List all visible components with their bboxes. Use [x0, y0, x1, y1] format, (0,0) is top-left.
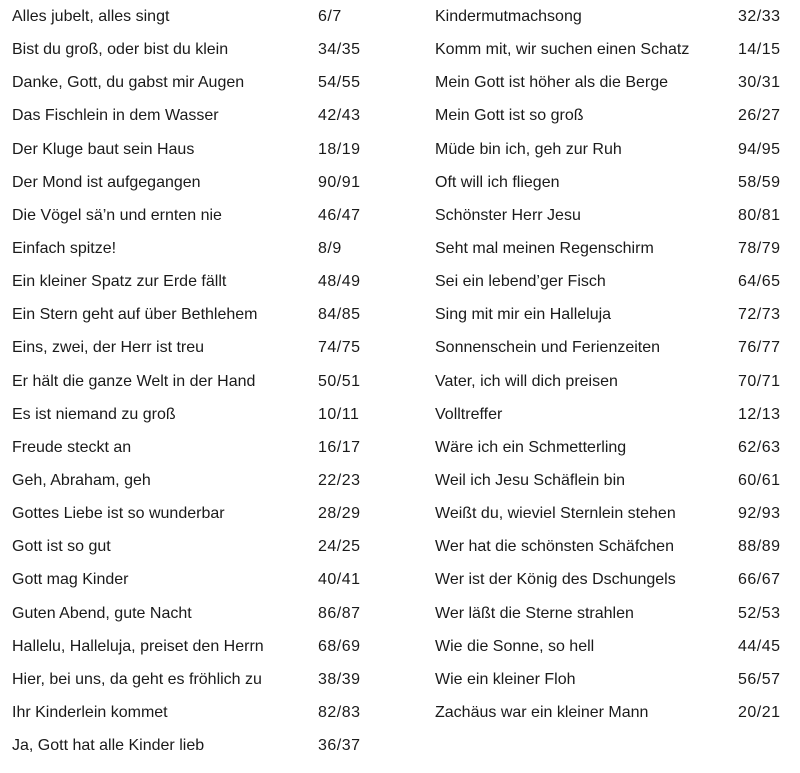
- index-entry: [12, 33, 372, 66]
- index-entry: [435, 497, 790, 530]
- index-entry: [435, 597, 790, 630]
- song-title: Zachäus war ein kleiner Mann: [435, 703, 649, 721]
- index-entry: [12, 530, 372, 563]
- page-numbers: 12/13: [738, 405, 781, 423]
- page-numbers: 28/29: [318, 505, 361, 523]
- index-entry: [12, 133, 372, 166]
- index-entry: [12, 630, 372, 663]
- song-title: Alles jubelt, alles singt: [12, 8, 170, 25]
- index-entry: [12, 166, 372, 199]
- page-numbers: 24/25: [318, 538, 361, 556]
- song-title: Geh, Abraham, geh: [12, 471, 151, 489]
- song-title: Ein Stern geht auf über Bethlehem: [12, 306, 258, 324]
- song-title: Er hält die ganze Welt in der Hand: [12, 372, 256, 390]
- index-entry: [435, 431, 790, 464]
- song-title: Wäre ich ein Schmetterling: [435, 438, 627, 456]
- song-title: Weil ich Jesu Schäflein bin: [435, 471, 626, 489]
- song-title: Gott ist so gut: [12, 538, 111, 556]
- page-numbers: 66/67: [738, 571, 781, 589]
- song-title: Komm mit, wir suchen einen Schatz: [435, 41, 690, 59]
- page-numbers: 20/21: [738, 703, 781, 721]
- page-numbers: 34/35: [318, 41, 361, 59]
- page-numbers: 30/31: [738, 74, 781, 92]
- index-entry: [12, 66, 372, 99]
- index-entry: [435, 199, 790, 232]
- index-entry: [435, 33, 790, 66]
- index-entry: [12, 365, 372, 398]
- page-numbers: 68/69: [318, 637, 361, 655]
- song-title: Wie die Sonne, so hell: [435, 637, 595, 655]
- page-numbers: 18/19: [318, 140, 361, 158]
- song-title: Einfach spitze!: [12, 239, 117, 257]
- index-entry: [12, 298, 372, 331]
- song-title: Mein Gott ist höher als die Berge: [435, 74, 669, 92]
- song-title: Wer hat die schönsten Schäfchen: [435, 538, 674, 556]
- index-entry: [435, 0, 790, 33]
- song-title: Der Kluge baut sein Haus: [12, 140, 195, 158]
- page-numbers: 80/81: [738, 206, 781, 224]
- index-entry: [435, 398, 790, 431]
- page-numbers: 60/61: [738, 471, 781, 489]
- index-entry: [12, 696, 372, 729]
- song-title: Weißt du, wieviel Sternlein stehen: [435, 505, 676, 523]
- right-column: [435, 0, 790, 729]
- song-title: Ein kleiner Spatz zur Erde fällt: [12, 273, 227, 291]
- page-numbers: 38/39: [318, 670, 361, 688]
- song-title: Müde bin ich, geh zur Ruh: [435, 140, 622, 158]
- song-title: Sonnenschein und Ferienzeiten: [435, 339, 661, 357]
- index-entry: [12, 497, 372, 530]
- page-numbers: 76/77: [738, 339, 781, 357]
- song-title: Eins, zwei, der Herr ist treu: [12, 339, 205, 357]
- page-numbers: 14/15: [738, 41, 781, 59]
- index-entry: [435, 696, 790, 729]
- page-numbers: 92/93: [738, 505, 781, 523]
- song-title: Gott mag Kinder: [12, 571, 129, 589]
- song-title: Bist du groß, oder bist du klein: [12, 41, 229, 59]
- index-entry: [435, 232, 790, 265]
- left-column: [12, 0, 372, 762]
- page-numbers: 64/65: [738, 273, 781, 291]
- index-entry: [12, 597, 372, 630]
- page-numbers: 82/83: [318, 703, 361, 721]
- page-numbers: 90/91: [318, 173, 361, 191]
- song-title: Der Mond ist aufgegangen: [12, 173, 201, 191]
- song-title: Volltreffer: [435, 405, 503, 423]
- index-entry: [435, 298, 790, 331]
- page-numbers: 72/73: [738, 306, 781, 324]
- index-entry: [12, 729, 372, 762]
- song-title: Wie ein kleiner Floh: [435, 670, 576, 688]
- page-numbers: 78/79: [738, 239, 781, 257]
- song-title: Hier, bei uns, da geht es fröhlich zu: [12, 670, 262, 688]
- page-numbers: 74/75: [318, 339, 361, 357]
- song-title: Hallelu, Halleluja, preiset den Herrn: [12, 637, 264, 655]
- page-numbers: 56/57: [738, 670, 781, 688]
- index-entry: [435, 563, 790, 596]
- page-numbers: 10/11: [318, 405, 360, 423]
- page-numbers: 88/89: [738, 538, 781, 556]
- index-entry: [12, 464, 372, 497]
- page-numbers: 50/51: [318, 372, 361, 390]
- page-numbers: 32/33: [738, 8, 781, 25]
- page-numbers: 16/17: [318, 438, 361, 456]
- page-numbers: 40/41: [318, 571, 361, 589]
- index-entry: [12, 99, 372, 132]
- index-entry: [12, 331, 372, 364]
- index-entry: [435, 265, 790, 298]
- song-title: Wer ist der König des Dschungels: [435, 571, 676, 589]
- song-title: Guten Abend, gute Nacht: [12, 604, 192, 622]
- index-entry: [435, 630, 790, 663]
- song-title: Es ist niemand zu groß: [12, 405, 176, 423]
- page-numbers: 8/9: [318, 239, 342, 257]
- index-entry: [12, 232, 372, 265]
- song-title: Kindermutmachsong: [435, 8, 582, 25]
- index-entry: [12, 199, 372, 232]
- song-title: Ihr Kinderlein kommet: [12, 703, 168, 721]
- page-numbers: 52/53: [738, 604, 781, 622]
- index-entry: [435, 66, 790, 99]
- song-title: Das Fischlein in dem Wasser: [12, 107, 219, 125]
- index-entry: [12, 663, 372, 696]
- index-entry: [435, 365, 790, 398]
- page-numbers: 22/23: [318, 471, 361, 489]
- page-numbers: 44/45: [738, 637, 781, 655]
- song-title: Freude steckt an: [12, 438, 132, 456]
- song-title: Gottes Liebe ist so wunderbar: [12, 505, 225, 523]
- song-title: Wer läßt die Sterne strahlen: [435, 604, 634, 622]
- song-title: Danke, Gott, du gabst mir Augen: [12, 74, 245, 92]
- song-title: Mein Gott ist so groß: [435, 107, 584, 125]
- page-numbers: 70/71: [738, 372, 781, 390]
- page-numbers: 42/43: [318, 107, 361, 125]
- page-numbers: 46/47: [318, 206, 361, 224]
- song-title: Sing mit mir ein Halleluja: [435, 306, 612, 324]
- page-numbers: 58/59: [738, 173, 781, 191]
- index-entry: [435, 331, 790, 364]
- page-numbers: 54/55: [318, 74, 361, 92]
- song-title: Sei ein lebend’ger Fisch: [435, 273, 606, 291]
- index-entry: [12, 431, 372, 464]
- page-numbers: 36/37: [318, 737, 361, 755]
- song-title: Vater, ich will dich preisen: [435, 372, 618, 390]
- song-title: Oft will ich fliegen: [435, 173, 560, 191]
- index-entry: [12, 398, 372, 431]
- index-entry: [435, 99, 790, 132]
- index-entry: [435, 464, 790, 497]
- page-numbers: 6/7: [318, 8, 342, 25]
- index-entry: [435, 530, 790, 563]
- page-numbers: 62/63: [738, 438, 781, 456]
- page-numbers: 48/49: [318, 273, 361, 291]
- page-numbers: 94/95: [738, 140, 781, 158]
- index-entry: [12, 265, 372, 298]
- index-entry: [435, 133, 790, 166]
- song-title: Die Vögel sä’n und ernten nie: [12, 206, 222, 224]
- page-numbers: 86/87: [318, 604, 361, 622]
- song-title: Ja, Gott hat alle Kinder lieb: [12, 737, 205, 755]
- page-numbers: 84/85: [318, 306, 361, 324]
- page-numbers: 26/27: [738, 107, 781, 125]
- index-entry: [435, 663, 790, 696]
- song-title: Schönster Herr Jesu: [435, 206, 581, 224]
- index-entry: [12, 563, 372, 596]
- index-entry: [12, 0, 372, 33]
- index-entry: [435, 166, 790, 199]
- song-title: Seht mal meinen Regenschirm: [435, 239, 654, 257]
